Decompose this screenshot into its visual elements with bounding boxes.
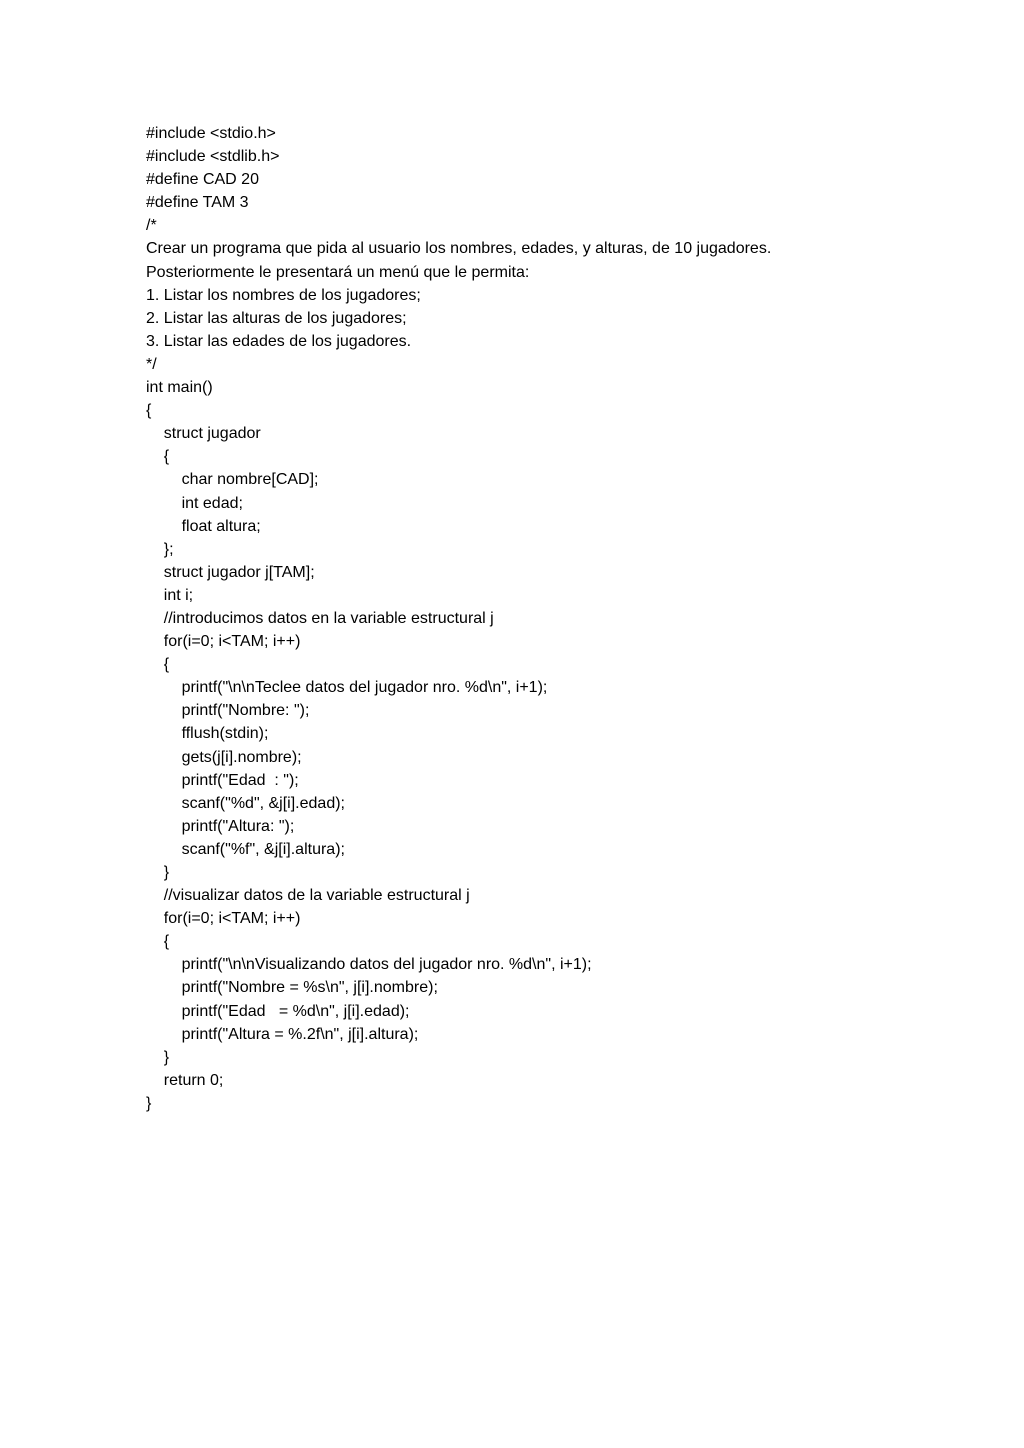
source-code-text xyxy=(146,122,771,1115)
code-line: int edad; xyxy=(146,494,243,512)
code-line: struct jugador xyxy=(146,425,261,443)
code-line: for(i=0; i<TAM; i++) xyxy=(146,633,301,651)
code-line: fflush(stdin); xyxy=(146,725,269,743)
code-line: printf("Nombre: "); xyxy=(146,702,310,720)
code-line: #define CAD 20 xyxy=(146,171,259,189)
code-line: { xyxy=(146,448,170,466)
code-line: Crear un programa que pida al usuario los nombres, edades, y alturas, de 10 jugadores. xyxy=(146,240,772,258)
code-line: }; xyxy=(146,540,174,558)
code-line: struct jugador j[TAM]; xyxy=(146,563,315,581)
code-line: { xyxy=(146,402,152,420)
code-line: printf("Altura = %.2f\n", j[i].altura); xyxy=(146,1025,419,1043)
code-line: { xyxy=(146,656,170,674)
code-line: printf("Nombre = %s\n", j[i].nombre); xyxy=(146,979,438,997)
code-line: } xyxy=(146,1094,152,1112)
code-line: #define TAM 3 xyxy=(146,194,249,212)
code-line: } xyxy=(146,864,170,881)
code-line: //introducimos datos en la variable estructural j xyxy=(146,609,494,627)
code-line: return 0; xyxy=(146,1071,224,1089)
code-line: scanf("%f", &j[i].altura); xyxy=(146,840,345,858)
code-line: printf("Edad : "); xyxy=(146,771,299,789)
code-line: 3. Listar las edades de los jugadores. xyxy=(146,332,412,350)
code-line: gets(j[i].nombre); xyxy=(146,748,302,766)
code-line: #include <stdlib.h> xyxy=(146,148,280,166)
code-line: /* xyxy=(146,217,157,235)
code-line: Posteriormente le presentará un menú que le permita: xyxy=(146,263,530,281)
code-line: int main() xyxy=(146,379,213,397)
code-line: scanf("%d", &j[i].edad); xyxy=(146,794,345,812)
code-line: char nombre[CAD]; xyxy=(146,471,319,489)
code-line: //visualizar datos de la variable estructural j xyxy=(146,887,470,905)
code-line: printf("Edad = %d\n", j[i].edad); xyxy=(146,1002,410,1020)
code-line: 1. Listar los nombres de los jugadores; xyxy=(146,286,421,304)
code-line: float altura; xyxy=(146,517,261,535)
code-line: printf("\n\nTeclee datos del jugador nro. %d\n", i+1); xyxy=(146,679,548,697)
code-line: #include <stdio.h> xyxy=(146,125,276,142)
code-line: } xyxy=(146,1048,170,1066)
code-line: printf("Altura: "); xyxy=(146,817,295,835)
code-line: for(i=0; i<TAM; i++) xyxy=(146,910,301,928)
code-line: */ xyxy=(146,355,157,373)
code-line: int i; xyxy=(146,586,194,604)
code-line: { xyxy=(146,933,170,951)
code-line: printf("\n\nVisualizando datos del jugador nro. %d\n", i+1); xyxy=(146,956,592,974)
code-line: 2. Listar las alturas de los jugadores; xyxy=(146,309,407,327)
